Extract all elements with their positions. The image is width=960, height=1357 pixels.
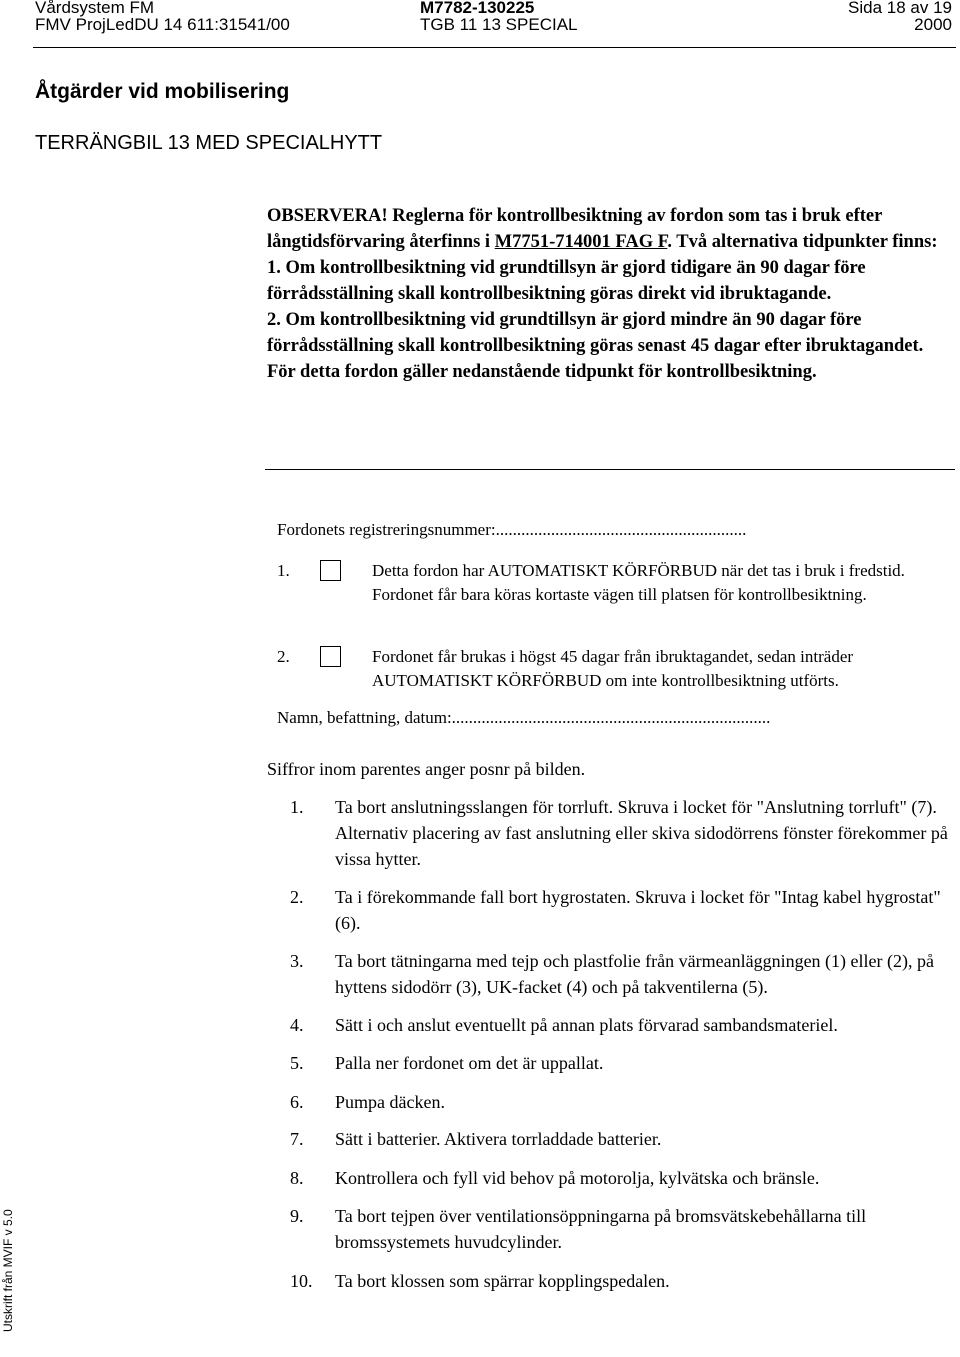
step-text: Ta bort tätningarna med tejp och plastfolie från värmeanläggningen (1) eller (2), på hyttens sidodörr (3), UK-facket (4) och på takventilerna (5). bbox=[335, 951, 935, 997]
notice-block bbox=[267, 203, 957, 385]
signature-field[interactable]: Namn, befattning, datum:........................................................................... bbox=[277, 708, 771, 727]
notice-conclusion: För detta fordon gäller nedanstående tidpunkt för kontrollbesiktning. bbox=[267, 362, 817, 382]
option-1-text: Detta fordon har AUTOMATISKT KÖRFÖRBUD när det tas i bruk i fredstid. Fordonet får bara köras kortaste vägen till platsen för kontrollbesiktning. bbox=[372, 561, 905, 604]
page-subtitle: TERRÄNGBIL 13 MED SPECIALHYTT bbox=[35, 132, 383, 154]
header-project: FMV ProjLedDU 14 611:31541/00 bbox=[35, 15, 290, 34]
header-doc-number: M7782-130225 bbox=[420, 0, 535, 17]
option-2-number: 2. bbox=[277, 647, 290, 666]
registration-number-field[interactable]: Fordonets registreringsnummer:........................................................... bbox=[277, 520, 747, 539]
step-number: 1. bbox=[290, 797, 304, 817]
notice-intro-text: OBSERVERA! Reglerna för kontrollbesiktning av fordon som tas i bruk efter långtidsförvaring återfinns i bbox=[267, 206, 883, 252]
step-number: 4. bbox=[290, 1015, 304, 1035]
option-2-checkbox[interactable] bbox=[320, 646, 341, 667]
step-text: Ta bort anslutningsslangen för torrluft. Skruva i locket för "Anslutning torrluft" (7). Alternativ placering av fast anslutning eller skiva sidodörrens fönster förekommer på vissa hytter. bbox=[335, 797, 948, 869]
step-text: Sätt i batterier. Aktivera torrladdade batterier. bbox=[335, 1129, 662, 1149]
option-1-number: 1. bbox=[277, 561, 290, 580]
notice-alternative-2: 2. Om kontrollbesiktning vid grundtillsyn är gjord mindre än 90 dagar före förrådsställning skall kontrollbesiktning göras senast 45 dagar efter ibruktagandet. bbox=[267, 310, 924, 356]
header-vehicle: TGB 11 13 SPECIAL bbox=[420, 15, 578, 34]
header-year: 2000 bbox=[914, 15, 952, 34]
option-2-text: Fordonet får brukas i högst 45 dagar från ibruktagandet, sedan inträder AUTOMATISKT KÖRFÖRBUD om inte kontrollbesiktning utförts. bbox=[372, 647, 854, 690]
header-system: Vårdsystem FM bbox=[35, 0, 155, 17]
notice-intro bbox=[267, 203, 957, 255]
header-page: Sida 18 av 19 bbox=[848, 0, 952, 17]
step-number: 8. bbox=[290, 1168, 304, 1188]
step-text: Ta i förekommande fall bort hygrostaten. Skruva i locket för "Intag kabel hygrostat" (6). bbox=[335, 887, 941, 933]
notice-intro-tail: . Två alternativa tidpunkter finns: bbox=[667, 232, 938, 252]
step-text: Ta bort tejpen över ventilationsöppningarna på bromsvätskebehållarna till bromssystemets huvudcylinder. bbox=[335, 1206, 867, 1252]
step-text: Pumpa däcken. bbox=[335, 1092, 445, 1112]
step-number: 6. bbox=[290, 1092, 304, 1112]
position-note: Siffror inom parentes anger posnr på bilden. bbox=[267, 759, 586, 779]
step-text: Kontrollera och fyll vid behov på motorolja, kylvätska och bränsle. bbox=[335, 1168, 820, 1188]
reference-link[interactable]: M7751-714001 FAG F bbox=[494, 232, 668, 252]
step-number: 7. bbox=[290, 1129, 304, 1149]
print-footer: Utskrift från MVIF v 5.0 bbox=[1, 1209, 15, 1332]
step-text: Sätt i och anslut eventuellt på annan plats förvarad sambandsmateriel. bbox=[335, 1015, 838, 1035]
step-number: 3. bbox=[290, 951, 304, 971]
step-number: 10. bbox=[290, 1271, 313, 1291]
notice-divider bbox=[265, 469, 955, 470]
step-text: Palla ner fordonet om det är uppallat. bbox=[335, 1053, 604, 1073]
step-number: 9. bbox=[290, 1206, 304, 1226]
step-number: 2. bbox=[290, 887, 304, 907]
option-1-checkbox[interactable] bbox=[320, 560, 341, 581]
page-title: Åtgärder vid mobilisering bbox=[35, 80, 290, 103]
step-number: 5. bbox=[290, 1053, 304, 1073]
header-divider bbox=[33, 47, 956, 48]
step-text: Ta bort klossen som spärrar kopplingspedalen. bbox=[335, 1271, 670, 1291]
notice-alternative-1: 1. Om kontrollbesiktning vid grundtillsyn är gjord tidigare än 90 dagar före förrådsställning skall kontrollbesiktning göras direkt vid ibruktagande. bbox=[267, 258, 866, 304]
